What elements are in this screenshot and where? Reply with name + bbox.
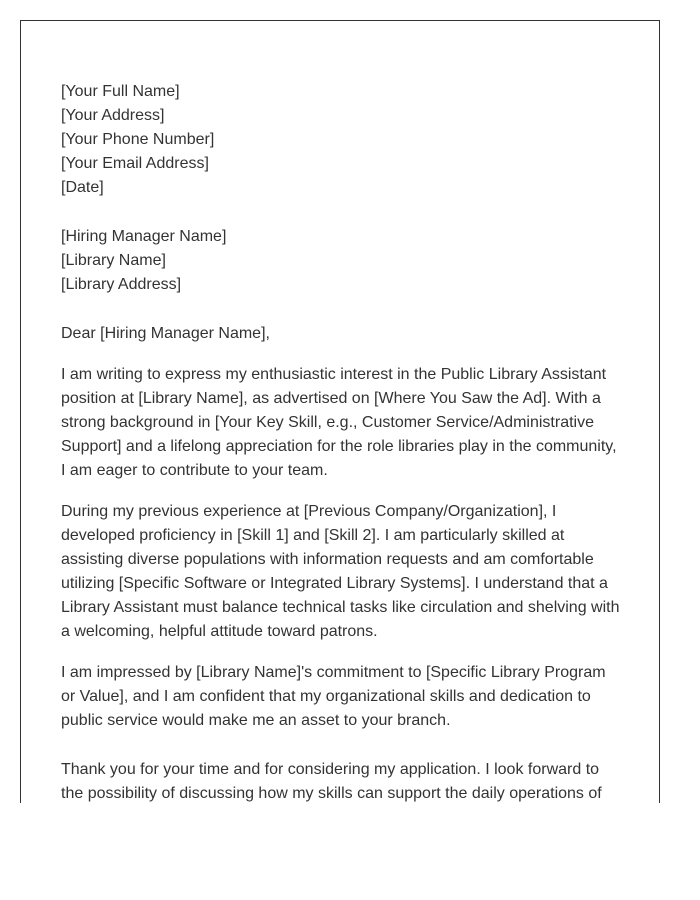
letter-page <box>20 20 660 803</box>
paragraph-line: Support] and a lifelong appreciation for the role libraries play in the community, <box>61 438 617 455</box>
paragraph-line: I am eager to contribute to your team. <box>61 462 328 479</box>
salutation: Dear [Hiring Manager Name], <box>61 325 270 342</box>
paragraph-line: a welcoming, helpful attitude toward patrons. <box>61 623 378 640</box>
recipient-manager-name: [Hiring Manager Name] <box>61 228 227 245</box>
paragraph-line: Thank you for your time and for considering my application. I look forward to <box>61 761 600 778</box>
sender-full-name: [Your Full Name] <box>61 83 180 100</box>
paragraph-line: position at [Library Name], as advertised on [Where You Saw the Ad]. With a <box>61 390 601 407</box>
paragraph-line: or Value], and I am confident that my organizational skills and dedication to <box>61 688 591 705</box>
letter-date: [Date] <box>61 179 104 196</box>
paragraph-line: strong background in [Your Key Skill, e.g., Customer Service/Administrative <box>61 414 594 431</box>
paragraph-2 <box>61 500 631 644</box>
sender-block <box>61 80 631 200</box>
letter-body <box>61 80 631 803</box>
paragraph-4 <box>61 758 631 803</box>
paragraph-line: During my previous experience at [Previous Company/Organization], I <box>61 503 557 520</box>
sender-phone: [Your Phone Number] <box>61 131 215 148</box>
paragraph-line: developed proficiency in [Skill 1] and [Skill 2]. I am particularly skilled at <box>61 527 565 544</box>
paragraph-line: the possibility of discussing how my skills can support the daily operations of <box>61 785 602 802</box>
sender-email: [Your Email Address] <box>61 155 209 172</box>
paragraph-line: I am impressed by [Library Name]'s commitment to [Specific Library Program <box>61 664 606 681</box>
sender-address: [Your Address] <box>61 107 165 124</box>
paragraph-line: Library Assistant must balance technical tasks like circulation and shelving with <box>61 599 620 616</box>
paragraph-1 <box>61 363 631 483</box>
paragraph-line: assisting diverse populations with information requests and am comfortable <box>61 551 594 568</box>
recipient-library-address: [Library Address] <box>61 276 182 293</box>
paragraph-line: I am writing to express my enthusiastic interest in the Public Library Assistant <box>61 366 607 383</box>
paragraph-3 <box>61 661 631 733</box>
paragraph-line: utilizing [Specific Software or Integrated Library Systems]. I understand that a <box>61 575 608 592</box>
paragraph-line: public service would make me an asset to your branch. <box>61 712 451 729</box>
recipient-library-name: [Library Name] <box>61 252 166 269</box>
recipient-block <box>61 225 631 297</box>
